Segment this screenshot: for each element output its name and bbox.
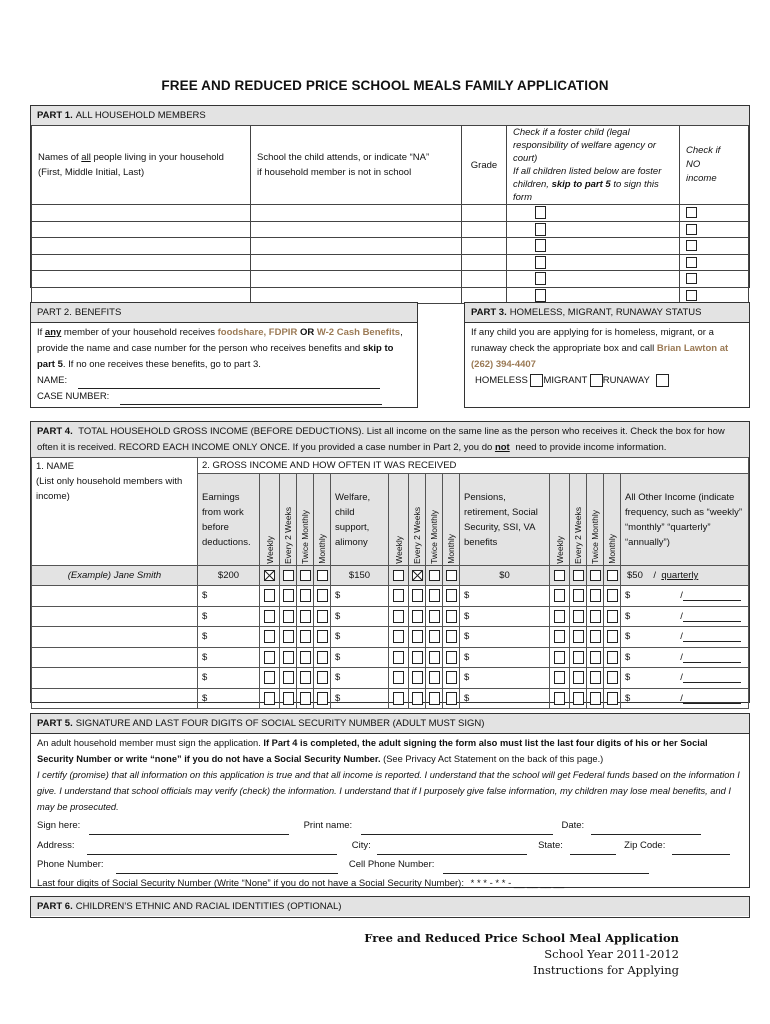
monthly-checkbox[interactable]	[607, 671, 618, 684]
status-options	[465, 373, 749, 389]
foster-checkbox[interactable]	[535, 272, 546, 285]
biweekly-checkbox[interactable]	[283, 630, 294, 643]
runaway-label: RUNAWAY	[602, 375, 650, 386]
part2-label: PART 2.	[37, 307, 72, 318]
grade-cell[interactable]	[462, 238, 507, 255]
certification-statement: I certify (promise) that all information on this application is true and that all income is reported. I understand that the school will get Federal funds based on the information I give. I understand that school officials may verify (check) the information. I understand that if I purposely give false information, my children may lose meal benefits, and I may be prosecuted.	[37, 770, 740, 812]
checkbox	[300, 570, 311, 581]
weekly-checkbox[interactable]	[393, 610, 404, 623]
monthly-checkbox[interactable]	[317, 692, 328, 705]
welfare-input[interactable]: $	[331, 606, 389, 627]
checkbox	[590, 570, 601, 581]
zip-label: Zip Code:	[624, 840, 666, 851]
school-cell[interactable]	[251, 221, 462, 238]
print-name-field[interactable]	[361, 834, 553, 835]
part1-heading: ALL HOUSEHOLD MEMBERS	[75, 110, 206, 121]
col-noincome-header: Check if NO income	[680, 126, 749, 205]
twice-monthly-checkbox[interactable]	[429, 671, 440, 684]
member-name-cell[interactable]	[32, 238, 251, 255]
case-number-field[interactable]	[120, 404, 382, 405]
col-foster-header: Check if a foster child (legal responsibility of welfare agency or court) If all children listed below are foster children, skip to part 5 to sign this form	[507, 126, 680, 205]
member-name-cell[interactable]	[32, 271, 251, 288]
checkbox	[283, 570, 294, 581]
biweekly-checkbox[interactable]	[283, 692, 294, 705]
income-name-cell[interactable]	[32, 627, 198, 648]
part4-header: PART 4. TOTAL HOUSEHOLD GROSS INCOME (BEFORE DEDUCTIONS). List all income on the same line as the person who receives it. Check the box for how often it is received. RECORD EACH INCOME ONLY ONCE. If you provided a case number in Part 2, you do not need to provide income information.	[31, 422, 749, 458]
foster-checkbox[interactable]	[535, 256, 546, 269]
monthly-checkbox[interactable]	[317, 651, 328, 664]
twice-monthly-checkbox[interactable]	[429, 692, 440, 705]
weekly-checkbox[interactable]	[554, 630, 565, 643]
welfare-input[interactable]: $	[331, 627, 389, 648]
name-col-header: 1. NAME (List only household members with income)	[32, 458, 198, 566]
freq-monthly-label: Monthly	[607, 534, 617, 564]
example-row	[32, 566, 749, 586]
example-weekly-checked	[264, 570, 275, 581]
monthly-checkbox[interactable]	[607, 589, 618, 602]
weekly-checkbox[interactable]	[393, 692, 404, 705]
other-income-input[interactable]: $ /	[621, 688, 749, 709]
biweekly-checkbox[interactable]	[412, 610, 423, 623]
part4-label: PART 4.	[37, 425, 73, 437]
migrant-label: MIGRANT	[543, 375, 588, 386]
part2-header	[31, 303, 417, 323]
weekly-checkbox[interactable]	[393, 651, 404, 664]
part6-label: PART 6.	[37, 901, 73, 912]
instructions-title: Free and Reduced Price School Meal Application	[364, 931, 679, 945]
homeless-label: HOMELESS	[475, 375, 528, 386]
form-title: FREE AND REDUCED PRICE SCHOOL MEALS FAMILY APPLICATION	[161, 78, 609, 93]
income-name-cell[interactable]	[32, 668, 198, 689]
monthly-checkbox[interactable]	[607, 692, 618, 705]
household-row	[32, 221, 749, 238]
weekly-checkbox[interactable]	[264, 671, 275, 684]
col-school-header: School the child attends, or indicate “NA” if household member is not in school	[251, 126, 462, 205]
part5-header	[31, 714, 749, 734]
homeless-checkbox[interactable]	[530, 374, 543, 387]
income-row	[32, 647, 749, 668]
weekly-checkbox[interactable]	[393, 589, 404, 602]
pensions-input[interactable]: $	[460, 668, 550, 689]
monthly-checkbox[interactable]	[317, 671, 328, 684]
foster-checkbox[interactable]	[535, 289, 546, 302]
address-label: Address:	[37, 840, 75, 851]
monthly-checkbox[interactable]	[317, 610, 328, 623]
example-name: (Example) Jane Smith	[32, 566, 198, 586]
sign-here-label: Sign here:	[37, 820, 81, 831]
checkbox	[429, 570, 440, 581]
earnings-input[interactable]: $	[198, 606, 260, 627]
income-row	[32, 668, 749, 689]
part6-header	[31, 897, 749, 916]
income-col-header: 2. GROSS INCOME AND HOW OFTEN IT WAS RECEIVED	[198, 458, 749, 474]
member-name-cell[interactable]	[32, 221, 251, 238]
city-label: City:	[351, 840, 371, 851]
school-cell[interactable]	[251, 205, 462, 222]
freq-twice-monthly-label: Twice Monthly	[300, 510, 310, 564]
no-income-checkbox[interactable]	[686, 240, 697, 251]
freq-twice-monthly-label: Twice Monthly	[590, 510, 600, 564]
checkbox	[446, 570, 457, 581]
biweekly-checkbox[interactable]	[573, 671, 584, 684]
instructions-subtitle: Instructions for Applying	[533, 963, 679, 977]
freq-monthly-label: Monthly	[446, 534, 456, 564]
twice-monthly-checkbox[interactable]	[429, 610, 440, 623]
part4-section	[30, 421, 750, 703]
monthly-checkbox[interactable]	[607, 630, 618, 643]
part3-header	[465, 303, 749, 323]
no-income-checkbox[interactable]	[686, 224, 697, 235]
twice-monthly-checkbox[interactable]	[300, 610, 311, 623]
earnings-header: Earnings from work before deductions.	[198, 474, 260, 566]
monthly-checkbox[interactable]	[446, 589, 457, 602]
monthly-checkbox[interactable]	[607, 610, 618, 623]
biweekly-checkbox[interactable]	[283, 671, 294, 684]
freq-biweekly-label: Every 2 Weeks	[573, 506, 583, 564]
welfare-input[interactable]: $	[331, 668, 389, 689]
col-names-header: Names of all people living in your household (First, Middle Initial, Last)	[32, 126, 251, 205]
income-row	[32, 586, 749, 607]
welfare-input[interactable]: $	[331, 647, 389, 668]
pensions-input[interactable]: $	[460, 627, 550, 648]
twice-monthly-checkbox[interactable]	[429, 651, 440, 664]
twice-monthly-checkbox[interactable]	[300, 630, 311, 643]
weekly-checkbox[interactable]	[264, 692, 275, 705]
monthly-checkbox[interactable]	[446, 630, 457, 643]
household-row	[32, 205, 749, 222]
twice-monthly-checkbox[interactable]	[590, 692, 601, 705]
state-label: State:	[538, 840, 563, 851]
example-biweekly-checked	[412, 570, 423, 581]
part1-label: PART 1.	[37, 110, 73, 121]
twice-monthly-checkbox[interactable]	[590, 589, 601, 602]
part1-section	[30, 105, 750, 288]
address-row	[31, 836, 749, 855]
freq-weekly-label: Weekly	[393, 536, 404, 564]
part5-intro: An adult household member must sign the application. If Part 4 is completed, the adult signing the form also must list the last four digits of his or her Social Security Number or write “none” if you do not have a Social Security Number. (See Privacy Act Statement on the back of this page.)	[37, 738, 708, 764]
twice-monthly-checkbox[interactable]	[590, 671, 601, 684]
phone-row	[31, 855, 749, 874]
monthly-checkbox[interactable]	[446, 671, 457, 684]
other-income-input[interactable]: $ /	[621, 647, 749, 668]
name-label: NAME:	[37, 375, 68, 386]
freq-biweekly-label: Every 2 Weeks	[412, 506, 422, 564]
pensions-input[interactable]: $	[460, 606, 550, 627]
biweekly-checkbox[interactable]	[412, 630, 423, 643]
case-number-label: CASE NUMBER:	[37, 391, 110, 402]
income-name-cell[interactable]	[32, 688, 198, 709]
foster-checkbox[interactable]	[535, 223, 546, 236]
part2-section	[30, 302, 418, 408]
pensions-input[interactable]: $	[460, 586, 550, 607]
school-cell[interactable]	[251, 254, 462, 271]
pensions-input[interactable]: $	[460, 647, 550, 668]
phone-label: Phone Number:	[37, 859, 104, 870]
weekly-checkbox[interactable]	[554, 651, 565, 664]
monthly-checkbox[interactable]	[446, 610, 457, 623]
no-income-checkbox[interactable]	[686, 290, 697, 301]
household-row	[32, 254, 749, 271]
twice-monthly-checkbox[interactable]	[590, 651, 601, 664]
freq-twice-monthly-label: Twice Monthly	[429, 510, 439, 564]
part5-heading: SIGNATURE AND LAST FOUR DIGITS OF SOCIAL SECURITY NUMBER (ADULT MUST SIGN)	[75, 718, 485, 729]
cell-phone-label: Cell Phone Number:	[348, 859, 435, 870]
weekly-checkbox[interactable]	[264, 630, 275, 643]
freq-biweekly-label: Every 2 Weeks	[283, 506, 293, 564]
monthly-checkbox[interactable]	[317, 589, 328, 602]
example-other: $50 / quarterly	[621, 566, 749, 586]
signature-field[interactable]	[89, 834, 289, 835]
part2-heading: BENEFITS	[74, 307, 122, 318]
income-row	[32, 688, 749, 709]
weekly-checkbox[interactable]	[264, 610, 275, 623]
school-cell[interactable]	[251, 271, 462, 288]
weekly-checkbox[interactable]	[554, 610, 565, 623]
part3-label: PART 3.	[471, 307, 507, 318]
welfare-input[interactable]: $	[331, 688, 389, 709]
checkbox	[573, 570, 584, 581]
weekly-checkbox[interactable]	[264, 651, 275, 664]
contact-info: Brian Lawton at (262) 394-4407	[471, 343, 729, 370]
weekly-checkbox[interactable]	[554, 692, 565, 705]
biweekly-checkbox[interactable]	[283, 651, 294, 664]
example-pensions: $0	[460, 566, 550, 586]
other-income-input[interactable]: $ /	[621, 606, 749, 627]
income-name-cell[interactable]	[32, 647, 198, 668]
weekly-checkbox[interactable]	[393, 630, 404, 643]
income-table	[31, 457, 749, 709]
weekly-checkbox[interactable]	[393, 671, 404, 684]
checkbox	[317, 570, 328, 581]
part1-header	[31, 106, 749, 126]
foster-checkbox[interactable]	[535, 239, 546, 252]
runaway-checkbox[interactable]	[656, 374, 669, 387]
monthly-checkbox[interactable]	[317, 630, 328, 643]
checkbox	[393, 570, 404, 581]
weekly-checkbox[interactable]	[554, 671, 565, 684]
part3-instructions: If any child you are applying for is homeless, migrant, or a runaway check the appropriate box and call Brian Lawton at (262) 394-4407	[471, 327, 729, 370]
income-row	[32, 606, 749, 627]
earnings-input[interactable]: $	[198, 668, 260, 689]
grade-cell[interactable]	[462, 254, 507, 271]
zip-field[interactable]	[672, 854, 730, 855]
grade-cell[interactable]	[462, 205, 507, 222]
earnings-input[interactable]: $	[198, 647, 260, 668]
migrant-checkbox[interactable]	[590, 374, 603, 387]
part5-label: PART 5.	[37, 718, 73, 729]
household-members-table	[31, 125, 749, 304]
freq-monthly-label: Monthly	[317, 534, 327, 564]
welfare-header: Welfare, child support, alimony	[331, 474, 389, 566]
freq-weekly-label: Weekly	[264, 536, 275, 564]
earnings-input[interactable]: $	[198, 627, 260, 648]
part3-section	[464, 302, 750, 408]
instructions-heading	[300, 930, 679, 978]
biweekly-checkbox[interactable]	[412, 589, 423, 602]
welfare-input[interactable]: $	[331, 586, 389, 607]
twice-monthly-checkbox[interactable]	[300, 671, 311, 684]
part2-name-row	[31, 373, 417, 389]
freq-weekly-label: Weekly	[554, 536, 565, 564]
household-row	[32, 271, 749, 288]
example-welfare: $150	[331, 566, 389, 586]
twice-monthly-checkbox[interactable]	[300, 692, 311, 705]
pensions-input[interactable]: $	[460, 688, 550, 709]
income-name-cell[interactable]	[32, 606, 198, 627]
other-income-input[interactable]: $ /	[621, 586, 749, 607]
earnings-input[interactable]: $	[198, 586, 260, 607]
biweekly-checkbox[interactable]	[573, 589, 584, 602]
twice-monthly-checkbox[interactable]	[300, 589, 311, 602]
member-name-cell[interactable]	[32, 254, 251, 271]
monthly-checkbox[interactable]	[607, 651, 618, 664]
grade-cell[interactable]	[462, 271, 507, 288]
biweekly-checkbox[interactable]	[283, 589, 294, 602]
signature-row	[31, 815, 749, 836]
foster-checkbox[interactable]	[535, 206, 546, 219]
twice-monthly-checkbox[interactable]	[300, 651, 311, 664]
twice-monthly-checkbox[interactable]	[429, 589, 440, 602]
other-income-input[interactable]: $ /	[621, 668, 749, 689]
no-income-checkbox[interactable]	[686, 273, 697, 284]
twice-monthly-checkbox[interactable]	[590, 630, 601, 643]
member-name-cell[interactable]	[32, 205, 251, 222]
ssn-label: Last four digits of Social Security Number (Write “None” if you do not have a Social Security Number):	[37, 878, 464, 889]
part3-heading: HOMELESS, MIGRANT, RUNAWAY STATUS	[509, 307, 702, 318]
part5-section	[30, 713, 750, 888]
other-income-input[interactable]: $ /	[621, 627, 749, 648]
no-income-checkbox[interactable]	[686, 207, 697, 218]
part2-instructions: If any member of your household receives foodshare, FDPIR OR W-2 Cash Benefits, provide the name and case number for the person who receives benefits and skip to part 5. If no one receives these benefits, go to part 3.	[37, 327, 403, 370]
no-income-checkbox[interactable]	[686, 257, 697, 268]
biweekly-checkbox[interactable]	[283, 610, 294, 623]
col-grade-header: Grade	[462, 126, 507, 205]
part6-heading: CHILDREN’S ETHNIC AND RACIAL IDENTITIES (OPTIONAL)	[75, 901, 342, 912]
biweekly-checkbox[interactable]	[573, 630, 584, 643]
twice-monthly-checkbox[interactable]	[429, 630, 440, 643]
part2-case-row	[31, 389, 417, 405]
weekly-checkbox[interactable]	[554, 589, 565, 602]
earnings-input[interactable]: $	[198, 688, 260, 709]
biweekly-checkbox[interactable]	[573, 692, 584, 705]
print-name-label: Print name:	[303, 820, 353, 831]
other-income-header: All Other Income (indicate frequency, such as “weekly” “monthly” “quarterly” “annually”)	[621, 474, 749, 566]
biweekly-checkbox[interactable]	[573, 651, 584, 664]
monthly-checkbox[interactable]	[446, 692, 457, 705]
biweekly-checkbox[interactable]	[412, 692, 423, 705]
ssn-field[interactable]: * * * - * * - __ __ __ __	[470, 878, 565, 889]
checkbox	[607, 570, 618, 581]
weekly-checkbox[interactable]	[264, 589, 275, 602]
part6-section	[30, 896, 750, 918]
twice-monthly-checkbox[interactable]	[590, 610, 601, 623]
biweekly-checkbox[interactable]	[573, 610, 584, 623]
date-field[interactable]	[591, 834, 701, 835]
example-earnings: $200	[198, 566, 260, 586]
biweekly-checkbox[interactable]	[412, 671, 423, 684]
checkbox	[554, 570, 565, 581]
school-year: School Year 2011-2012	[544, 947, 679, 961]
date-label: Date:	[561, 820, 585, 831]
pensions-header: Pensions, retirement, Social Security, SSI, VA benefits	[460, 474, 550, 566]
biweekly-checkbox[interactable]	[412, 651, 423, 664]
school-cell[interactable]	[251, 238, 462, 255]
ssn-row	[31, 874, 749, 893]
income-row	[32, 627, 749, 648]
grade-cell[interactable]	[462, 221, 507, 238]
income-name-cell[interactable]	[32, 586, 198, 607]
household-row	[32, 238, 749, 255]
monthly-checkbox[interactable]	[446, 651, 457, 664]
